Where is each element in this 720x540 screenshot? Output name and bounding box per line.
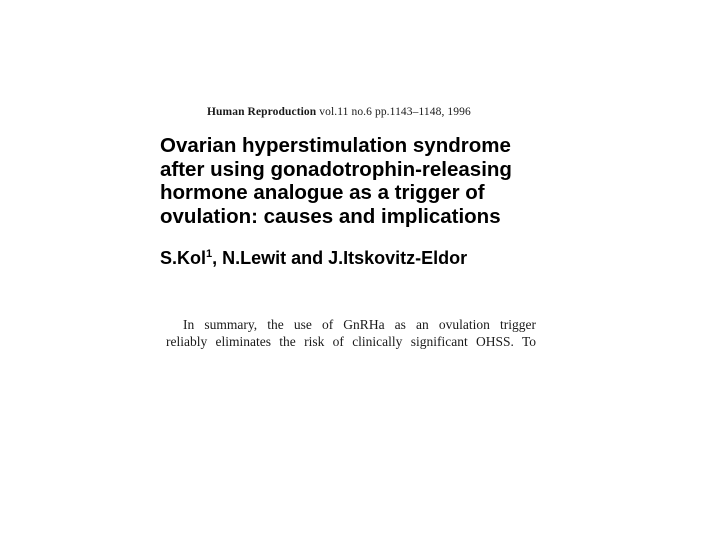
journal-name: Human Reproduction bbox=[207, 106, 317, 118]
title-line: Ovarian hyperstimulation syndrome bbox=[160, 134, 511, 157]
title-line: ovulation: causes and implications bbox=[160, 204, 501, 228]
excerpt-line: reliably eliminates the risk of clinically significant OHSS. To bbox=[166, 334, 536, 349]
title-line: after using gonadotrophin-releasing bbox=[160, 157, 512, 181]
affiliation-marker: 1 bbox=[206, 248, 213, 260]
first-author: S.Kol bbox=[160, 248, 207, 268]
other-authors: , N.Lewit and J.Itskovitz-Eldor bbox=[212, 248, 468, 268]
author-list bbox=[160, 248, 467, 269]
abstract-excerpt bbox=[166, 316, 536, 350]
excerpt-line: In summary, the use of GnRHa as an ovulation trigger bbox=[183, 317, 536, 332]
journal-citation bbox=[207, 106, 471, 118]
paper-title bbox=[160, 134, 580, 228]
journal-details: vol.11 no.6 pp.1143–1148, 1996 bbox=[319, 106, 471, 118]
title-line: hormone analogue as a trigger of bbox=[160, 181, 485, 204]
